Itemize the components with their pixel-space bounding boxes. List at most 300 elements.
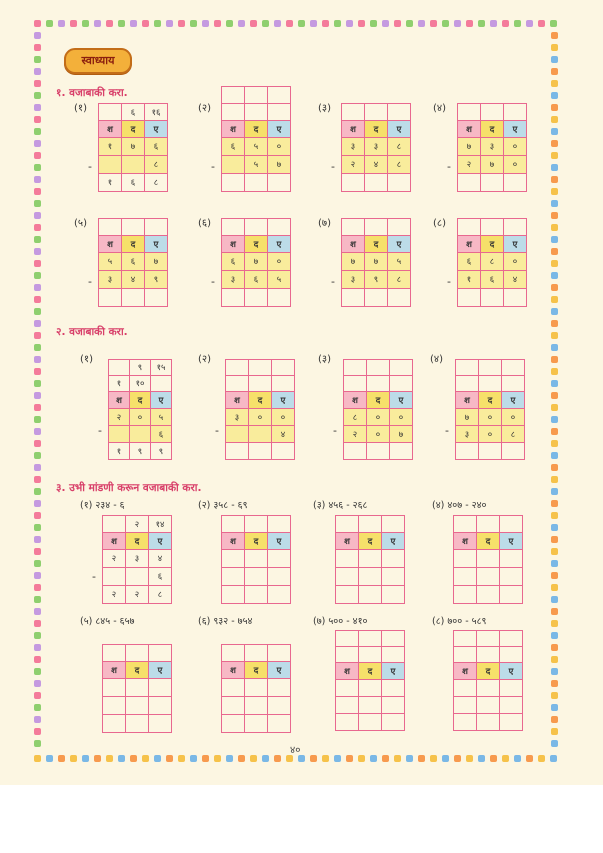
- border-dot: [551, 500, 558, 507]
- top-digit: ०: [249, 409, 272, 426]
- top-digit: ३: [481, 138, 504, 156]
- border-dot: [34, 704, 41, 711]
- s3-question-4: (४) ४०७ - २४०: [432, 500, 487, 511]
- s3-problem1-grid: [102, 515, 172, 604]
- border-dot: [34, 716, 41, 723]
- border-dot: [551, 680, 558, 687]
- border-dot: [551, 536, 558, 543]
- border-dot: [34, 344, 41, 351]
- minus-sign: -: [331, 275, 335, 288]
- border-dot: [262, 755, 269, 762]
- s3-problem5-grid: [102, 644, 172, 733]
- header-ones: ए: [268, 533, 291, 550]
- border-dot: [94, 20, 101, 27]
- border-dot: [538, 20, 545, 27]
- top-digit: ७: [458, 138, 481, 156]
- border-dot: [551, 728, 558, 735]
- top-digit: ३: [126, 550, 149, 568]
- border-dot: [34, 116, 41, 123]
- carry-cell: [99, 104, 122, 121]
- s3-question-8: (८) ७०० - ५८९: [432, 616, 487, 627]
- border-dot: [178, 20, 185, 27]
- border-dot: [34, 356, 41, 363]
- minus-sign: -: [215, 424, 219, 437]
- border-dot: [34, 260, 41, 267]
- header-tens: द: [359, 533, 382, 550]
- border-dot: [551, 740, 558, 747]
- border-dot: [34, 188, 41, 195]
- header-tens: द: [245, 533, 268, 550]
- border-dot: [551, 668, 558, 675]
- header-ones: ए: [149, 533, 172, 550]
- s1-label-5: (५): [74, 218, 88, 229]
- border-dot: [551, 428, 558, 435]
- bottom-digit: ९: [365, 271, 388, 289]
- header-tens: द: [477, 663, 500, 680]
- top-digit: ०: [504, 138, 527, 156]
- border-dot: [226, 755, 233, 762]
- border-dot: [551, 92, 558, 99]
- border-dot: [466, 20, 473, 27]
- border-dot: [298, 20, 305, 27]
- header-tens: द: [126, 662, 149, 679]
- border-dot: [394, 20, 401, 27]
- border-dot: [70, 755, 77, 762]
- header-hundreds: श: [222, 533, 245, 550]
- header-hundreds: श: [222, 236, 245, 253]
- bottom-digit: ८: [388, 156, 411, 174]
- s3-question-5: (५) ८४५ - ६५७: [80, 616, 135, 627]
- section3-title: ३. उभी मांडणी करून वजाबाकी करा.: [56, 482, 202, 494]
- header-hundreds: श: [454, 663, 477, 680]
- border-dot: [551, 644, 558, 651]
- s3-problem3-grid: [335, 515, 405, 604]
- top-digit: ३: [342, 138, 365, 156]
- border-dot: [118, 755, 125, 762]
- border-dot: [551, 332, 558, 339]
- border-dot: [238, 755, 245, 762]
- border-dot: [551, 404, 558, 411]
- border-dot: [526, 20, 533, 27]
- border-dot: [550, 20, 557, 27]
- bottom-digit: ७: [268, 156, 291, 174]
- header-hundreds: श: [103, 533, 126, 550]
- header-hundreds: श: [458, 236, 481, 253]
- border-dot: [34, 32, 41, 39]
- bottom-digit: ३: [342, 271, 365, 289]
- s1-problem5-grid: [98, 218, 168, 307]
- border-dot: [34, 464, 41, 471]
- minus-sign: -: [88, 275, 92, 288]
- border-dot: [34, 92, 41, 99]
- header-hundreds: श: [109, 392, 130, 409]
- border-dot: [551, 212, 558, 219]
- header-ones: ए: [504, 236, 527, 253]
- border-dot: [551, 68, 558, 75]
- border-dot: [250, 20, 257, 27]
- bottom-digit: ४: [504, 271, 527, 289]
- carry-cell: १६: [145, 104, 168, 121]
- border-dot: [370, 20, 377, 27]
- border-dot: [526, 755, 533, 762]
- header-ones: ए: [145, 121, 168, 138]
- border-dot: [34, 20, 41, 27]
- border-dot: [310, 755, 317, 762]
- border-dot: [551, 524, 558, 531]
- border-dot: [34, 164, 41, 171]
- header-ones: ए: [502, 392, 525, 409]
- result-digit: २: [103, 586, 126, 604]
- top-digit: ८: [388, 138, 411, 156]
- header-hundreds: श: [336, 533, 359, 550]
- bottom-digit: ८: [145, 156, 168, 174]
- header-tens: द: [367, 392, 390, 409]
- header-tens: द: [365, 121, 388, 138]
- minus-sign: -: [331, 160, 335, 173]
- top-digit: ६: [145, 138, 168, 156]
- section1-title: १. वजाबाकी करा.: [56, 87, 128, 99]
- top-digit: ६: [122, 253, 145, 271]
- bottom-digit: ६: [481, 271, 504, 289]
- border-dot: [551, 560, 558, 567]
- header-ones: ए: [145, 236, 168, 253]
- border-dot: [334, 755, 341, 762]
- header-ones: ए: [268, 662, 291, 679]
- border-dot: [34, 572, 41, 579]
- top-digit: ७: [342, 253, 365, 271]
- bottom-digit: २: [342, 156, 365, 174]
- border-dot: [34, 200, 41, 207]
- top-digit: ६: [458, 253, 481, 271]
- bottom-digit: [103, 568, 126, 586]
- border-dot: [286, 755, 293, 762]
- bottom-digit: ३: [222, 271, 245, 289]
- border-dot: [130, 20, 137, 27]
- bottom-digit: ९: [145, 271, 168, 289]
- border-dot: [551, 56, 558, 63]
- border-dot: [34, 644, 41, 651]
- border-dot: [142, 755, 149, 762]
- header-hundreds: श: [226, 392, 249, 409]
- s1-problem2-grid: [221, 86, 291, 192]
- border-dot: [130, 755, 137, 762]
- border-dot: [34, 488, 41, 495]
- border-dot: [418, 20, 425, 27]
- header-hundreds: श: [344, 392, 367, 409]
- border-dot: [551, 716, 558, 723]
- border-dot: [34, 560, 41, 567]
- bottom-digit: ६: [245, 271, 268, 289]
- border-dot: [551, 356, 558, 363]
- header-hundreds: श: [336, 663, 359, 680]
- border-dot: [502, 755, 509, 762]
- border-dot: [190, 20, 197, 27]
- border-dot: [551, 440, 558, 447]
- header-ones: ए: [382, 533, 405, 550]
- border-dot: [166, 755, 173, 762]
- header-hundreds: श: [458, 121, 481, 138]
- border-dot: [346, 20, 353, 27]
- border-dot: [250, 755, 257, 762]
- top-digit: ०: [390, 409, 413, 426]
- top-digit: ५: [99, 253, 122, 271]
- top-digit: ०: [504, 253, 527, 271]
- header-ones: ए: [268, 236, 291, 253]
- border-dot: [551, 464, 558, 471]
- border-dot: [551, 452, 558, 459]
- border-dot: [34, 548, 41, 555]
- bottom-digit: ३: [99, 271, 122, 289]
- border-dot: [202, 20, 209, 27]
- border-dot: [34, 44, 41, 51]
- top-digit: ०: [479, 409, 502, 426]
- header-tens: द: [481, 236, 504, 253]
- border-dot: [346, 755, 353, 762]
- border-dot: [466, 755, 473, 762]
- border-dot: [551, 416, 558, 423]
- s3-problem4-grid: [453, 515, 523, 604]
- header-hundreds: श: [99, 121, 122, 138]
- border-dot: [382, 755, 389, 762]
- border-dot: [34, 140, 41, 147]
- top-digit: ८: [481, 253, 504, 271]
- bottom-digit: ७: [390, 426, 413, 443]
- header-tens: द: [126, 533, 149, 550]
- minus-sign: -: [98, 424, 102, 437]
- border-dot: [34, 668, 41, 675]
- border-dot: [34, 176, 41, 183]
- border-dot: [34, 404, 41, 411]
- s3-problem2-grid: [221, 515, 291, 604]
- s2-problem2-grid: [225, 359, 295, 460]
- s1-label-3: (३): [318, 103, 332, 114]
- border-dot: [358, 755, 365, 762]
- border-dot: [190, 755, 197, 762]
- border-dot: [286, 20, 293, 27]
- top-digit: ७: [122, 138, 145, 156]
- border-dot: [551, 32, 558, 39]
- border-dot: [551, 692, 558, 699]
- carry-cell: २: [126, 516, 149, 533]
- border-dot: [34, 296, 41, 303]
- result-digit: ९: [130, 443, 151, 460]
- minus-sign: -: [333, 424, 337, 437]
- carry-cell: १५: [151, 360, 172, 376]
- header-ones: ए: [149, 662, 172, 679]
- header-tens: द: [122, 236, 145, 253]
- header-ones: ए: [272, 392, 295, 409]
- border-dot: [34, 740, 41, 747]
- minus-sign: -: [211, 275, 215, 288]
- border-dot: [406, 20, 413, 27]
- border-dot: [34, 248, 41, 255]
- top-digit: ७: [245, 253, 268, 271]
- border-dot: [551, 128, 558, 135]
- border-dot: [551, 236, 558, 243]
- border-dot: [274, 755, 281, 762]
- border-dot: [34, 728, 41, 735]
- border-dot: [406, 755, 413, 762]
- border-dot: [551, 368, 558, 375]
- border-dot: [106, 20, 113, 27]
- bottom-digit: २: [344, 426, 367, 443]
- top-digit: ०: [367, 409, 390, 426]
- border-dot: [478, 755, 485, 762]
- border-dot: [551, 380, 558, 387]
- top-digit: ७: [456, 409, 479, 426]
- top-digit: ५: [245, 138, 268, 156]
- border-dot: [34, 500, 41, 507]
- bottom-digit: [249, 426, 272, 443]
- border-dot: [154, 20, 161, 27]
- carry-cell: ६: [122, 104, 145, 121]
- border-dot: [382, 20, 389, 27]
- s3-question-2: (२) ३५८ - ६९: [198, 500, 248, 511]
- carry-cell: [151, 376, 172, 392]
- result-digit: ८: [149, 586, 172, 604]
- border-dot: [551, 140, 558, 147]
- header-ones: ए: [500, 533, 523, 550]
- border-dot: [34, 104, 41, 111]
- carry-cell: ९: [130, 360, 151, 376]
- border-dot: [551, 548, 558, 555]
- header-tens: द: [359, 663, 382, 680]
- bottom-digit: ६: [151, 426, 172, 443]
- border-dot: [34, 584, 41, 591]
- border-dot: [34, 284, 41, 291]
- border-dot: [502, 20, 509, 27]
- border-dot: [82, 20, 89, 27]
- top-digit: ६: [222, 138, 245, 156]
- top-digit: २: [103, 550, 126, 568]
- border-dot: [298, 755, 305, 762]
- border-dot: [551, 248, 558, 255]
- top-digit: ७: [145, 253, 168, 271]
- header-ones: ए: [382, 663, 405, 680]
- bottom-digit: ८: [502, 426, 525, 443]
- border-dot: [34, 56, 41, 63]
- header-ones: ए: [268, 121, 291, 138]
- exercise-badge: स्वाध्याय: [64, 48, 132, 74]
- bottom-digit: ६: [149, 568, 172, 586]
- border-dot: [551, 656, 558, 663]
- top-digit: ६: [222, 253, 245, 271]
- header-hundreds: श: [342, 236, 365, 253]
- top-digit: ८: [344, 409, 367, 426]
- border-dot: [551, 284, 558, 291]
- border-dot: [551, 596, 558, 603]
- border-dot: [34, 152, 41, 159]
- header-tens: द: [249, 392, 272, 409]
- bottom-digit: ०: [367, 426, 390, 443]
- border-dot: [34, 80, 41, 87]
- s1-label-1: (१): [74, 103, 88, 114]
- carry-cell: १०: [130, 376, 151, 392]
- border-dot: [34, 272, 41, 279]
- s3-question-1: (१) २३४ - ६: [80, 500, 125, 511]
- s1-problem7-grid: [341, 218, 411, 307]
- border-dot: [442, 20, 449, 27]
- border-dot: [34, 68, 41, 75]
- border-dot: [274, 20, 281, 27]
- border-dot: [551, 704, 558, 711]
- top-digit: ७: [365, 253, 388, 271]
- header-hundreds: श: [99, 236, 122, 253]
- border-dot: [322, 20, 329, 27]
- s3-question-6: (६) ९३२ - ७५४: [198, 616, 253, 627]
- s1-label-8: (८): [433, 218, 447, 229]
- border-dot: [34, 632, 41, 639]
- s1-problem8-grid: [457, 218, 527, 307]
- bottom-digit: ५: [268, 271, 291, 289]
- border-dot: [34, 224, 41, 231]
- s3-problem7-grid: [335, 630, 405, 731]
- s2-label-3: (३): [318, 354, 332, 365]
- border-dot: [394, 755, 401, 762]
- top-digit: ०: [272, 409, 295, 426]
- border-dot: [34, 380, 41, 387]
- header-tens: द: [477, 533, 500, 550]
- bottom-digit: ७: [481, 156, 504, 174]
- s2-label-4: (४): [430, 354, 444, 365]
- header-tens: द: [245, 236, 268, 253]
- carry-cell: [103, 516, 126, 533]
- border-dot: [178, 755, 185, 762]
- border-dot: [34, 452, 41, 459]
- border-dot: [58, 755, 65, 762]
- s2-problem1-grid: [108, 359, 172, 460]
- s1-label-4: (४): [433, 103, 447, 114]
- border-dot: [551, 344, 558, 351]
- carry-cell: [109, 360, 130, 376]
- header-hundreds: श: [454, 533, 477, 550]
- border-dot: [34, 128, 41, 135]
- border-dot: [551, 620, 558, 627]
- border-dot: [550, 755, 557, 762]
- border-dot: [34, 656, 41, 663]
- border-dot: [34, 476, 41, 483]
- border-dot: [214, 755, 221, 762]
- header-ones: ए: [500, 663, 523, 680]
- border-dot: [551, 80, 558, 87]
- top-digit: ३: [365, 138, 388, 156]
- bottom-digit: २: [458, 156, 481, 174]
- border-dot: [551, 176, 558, 183]
- bottom-digit: ४: [272, 426, 295, 443]
- minus-sign: -: [445, 424, 449, 437]
- s3-question-7: (७) ५०० - ४१०: [313, 616, 368, 627]
- border-dot: [551, 152, 558, 159]
- border-dot: [34, 392, 41, 399]
- border-dot: [34, 236, 41, 243]
- s3-problem8-grid: [453, 630, 523, 731]
- bottom-digit: १: [458, 271, 481, 289]
- border-dot: [334, 20, 341, 27]
- top-digit: ०: [130, 409, 151, 426]
- border-dot: [551, 476, 558, 483]
- border-dot: [322, 755, 329, 762]
- result-digit: १: [109, 443, 130, 460]
- border-dot: [70, 20, 77, 27]
- header-hundreds: श: [456, 392, 479, 409]
- border-dot: [551, 260, 558, 267]
- border-dot: [430, 20, 437, 27]
- top-digit: २: [109, 409, 130, 426]
- border-dot: [551, 44, 558, 51]
- top-digit: ०: [502, 409, 525, 426]
- border-dot: [34, 680, 41, 687]
- minus-sign: -: [211, 160, 215, 173]
